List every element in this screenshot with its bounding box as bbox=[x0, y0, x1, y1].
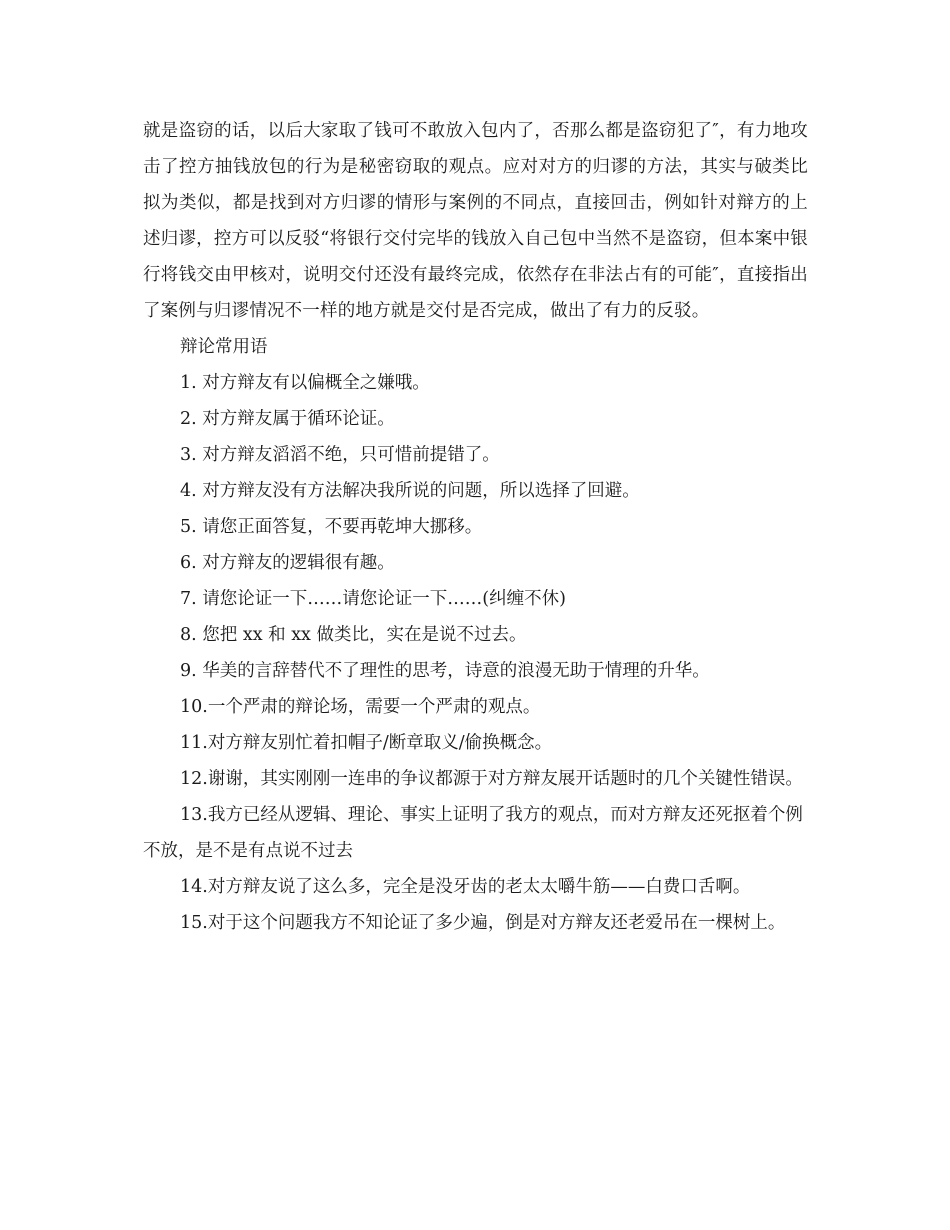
list-item-text: 我方已经从逻辑、理论、事实上证明了我方的观点，而对方辩友还死抠着个例不放，是不是有点说不过去 bbox=[143, 805, 803, 861]
list-item bbox=[143, 905, 808, 941]
list-item-number: 13. bbox=[180, 805, 208, 825]
list-item bbox=[143, 725, 808, 761]
list-item-text: 对方辩友滔滔不绝，只可惜前提错了。 bbox=[202, 445, 500, 465]
list-item-text: 您把 xx 和 xx 做类比，实在是说不过去。 bbox=[202, 625, 527, 645]
section-heading: 辩论常用语 bbox=[180, 337, 268, 357]
list-item-number: 8. bbox=[180, 625, 203, 645]
list-item-number: 14. bbox=[180, 877, 208, 897]
list-item bbox=[143, 473, 808, 509]
list-item bbox=[143, 797, 808, 869]
list-item bbox=[143, 581, 808, 617]
list-item-text: 对方辩友属于循环论证。 bbox=[202, 409, 395, 429]
list-item bbox=[143, 689, 808, 725]
list-item bbox=[143, 545, 808, 581]
list-item bbox=[143, 869, 808, 905]
list-item-number: 5. bbox=[180, 517, 203, 537]
list-item-text: 请您论证一下……请您论证一下……(纠缠不休) bbox=[202, 589, 566, 609]
list-item-number: 11. bbox=[180, 733, 208, 753]
list-item-number: 1. bbox=[180, 373, 203, 393]
list-item-number: 10. bbox=[180, 697, 208, 717]
list-item-text: 华美的言辞替代不了理性的思考，诗意的浪漫无助于情理的升华。 bbox=[202, 661, 710, 681]
list-item-number: 3. bbox=[180, 445, 203, 465]
list-item-number: 4. bbox=[180, 481, 203, 501]
list-item-text: 对方辩友别忙着扣帽子/断章取义/偷换概念。 bbox=[207, 733, 553, 753]
list-item-text: 对方辩友说了这么多，完全是没牙齿的老太太嚼牛筋——白费口舌啊。 bbox=[207, 877, 751, 897]
list-item-text: 请您正面答复，不要再乾坤大挪移。 bbox=[202, 517, 483, 537]
list-item bbox=[143, 653, 808, 689]
list-item-text: 对方辩友没有方法解决我所说的问题，所以选择了回避。 bbox=[202, 481, 640, 501]
document-body bbox=[143, 113, 808, 941]
list-item bbox=[143, 365, 808, 401]
list-item-number: 2. bbox=[180, 409, 203, 429]
list-item-text: 谢谢，其实刚刚一连串的争议都源于对方辩友展开话题时的几个关键性错误。 bbox=[207, 769, 803, 789]
list-item-text: 对方辩友的逻辑很有趣。 bbox=[202, 553, 395, 573]
list-item-number: 12. bbox=[180, 769, 208, 789]
list-item-text: 对方辩友有以偏概全之嫌哦。 bbox=[202, 373, 430, 393]
intro-paragraph: 就是盗窃的话，以后大家取了钱可不敢放入包内了，否那么都是盗窃犯了″，有力地攻击了控方抽钱放包的行为是秘密窃取的观点。应对对方的归谬的方法，其实与破类比拟为类似，都是找到对方归谬的情形与案例的不同点，直接回击，例如针对辩方的上述归谬，控方可以反驳“将银行交付完毕的钱放入自己包中当然不是盗窃，但本案中银行将钱交由甲核对，说明交付还没有最终完成，依然存在非法占有的可能″，直接指出了案例与归谬情况不一样的地方就是交付是否完成，做出了有力的反驳。 bbox=[143, 121, 808, 321]
list-item bbox=[143, 401, 808, 437]
list-item-number: 9. bbox=[180, 661, 203, 681]
list-item bbox=[143, 437, 808, 473]
list-item bbox=[143, 761, 808, 797]
list-item-text: 对于这个问题我方不知论证了多少遍，倒是对方辩友还老爱吊在一棵树上。 bbox=[207, 913, 786, 933]
list-item-number: 15. bbox=[180, 913, 208, 933]
list-item-number: 6. bbox=[180, 553, 203, 573]
list-item-number: 7. bbox=[180, 589, 203, 609]
list-item bbox=[143, 509, 808, 545]
list-item-text: 一个严肃的辩论场，需要一个严肃的观点。 bbox=[207, 697, 541, 717]
list-item bbox=[143, 617, 808, 653]
